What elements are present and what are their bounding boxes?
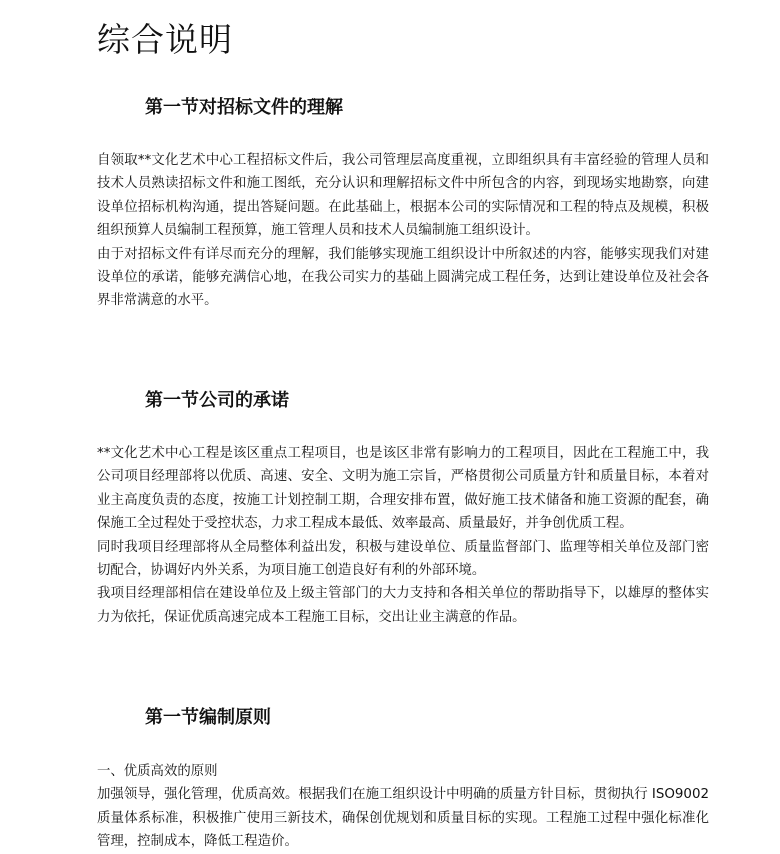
paragraph: 由于对招标文件有详尽而充分的理解，我们能够实现施工组织设计中所叙述的内容，能够实现我们对建设单位的承诺，能够充满信心地，在我公司实力的基础上圆满完成工程任务，达到让建设单位及社会各界非常满意的水平。 [97, 246, 709, 309]
section-body-compilation-principles [97, 760, 709, 854]
document-title: 综合说明 [97, 20, 233, 59]
section-body-bid-understanding [97, 149, 709, 313]
paragraph: **文化艺术中心工程是该区重点工程项目，也是该区非常有影响力的工程项目，因此在工程施工中，我公司项目经理部将以优质、高速、安全、文明为施工宗旨，严格贯彻公司质量方针和质量目标，本着对业主高度负责的态度，按施工计划控制工期，合理安排布置，做好施工技术储备和施工资源的配套，确保施工全过程处于受控状态，力求工程成本最低、效率最高、质量最好，并争创优质工程。 [97, 446, 709, 532]
section-heading-compilation-principles: 第一节编制原则 [145, 707, 271, 728]
section-heading-bid-understanding: 第一节对招标文件的理解 [145, 97, 343, 118]
section-body-company-commitment [97, 442, 709, 629]
paragraph: 自领取**文化艺术中心工程招标文件后，我公司管理层高度重视，立即组织具有丰富经验的管理人员和技术人员熟读招标文件和施工图纸，充分认识和理解招标文件中所包含的内容，到现场实地勘察，向建设单位招标机构沟通，提出答疑问题。在此基础上，根据本公司的实际情况和工程的特点及规模，积极组织预算人员编制工程预算，施工管理人员和技术人员编制施工组织设计。 [97, 153, 709, 239]
paragraph: 我项目经理部相信在建设单位及上级主管部门的大力支持和各相关单位的帮助指导下，以雄厚的整体实力为依托，保证优质高速完成本工程施工目标，交出让业主满意的作品。 [97, 586, 709, 625]
paragraph: 加强领导，强化管理，优质高效。根据我们在施工组织设计中明确的质量方针目标，贯彻执行 ISO9002 质量体系标准，积极推广使用三新技术，确保创优规划和质量目标的实现。工程施工过程中强化标准化管理，控制成本，降低工程造价。 [97, 787, 709, 850]
paragraph: 同时我项目经理部将从全局整体利益出发，积极与建设单位、质量监督部门、监理等相关单位及部门密切配合，协调好内外关系，为项目施工创造良好有利的外部环境。 [97, 539, 709, 579]
subheading-quality-efficiency: 一、优质高效的原则 [97, 764, 218, 779]
section-heading-company-commitment: 第一节公司的承诺 [145, 390, 289, 411]
